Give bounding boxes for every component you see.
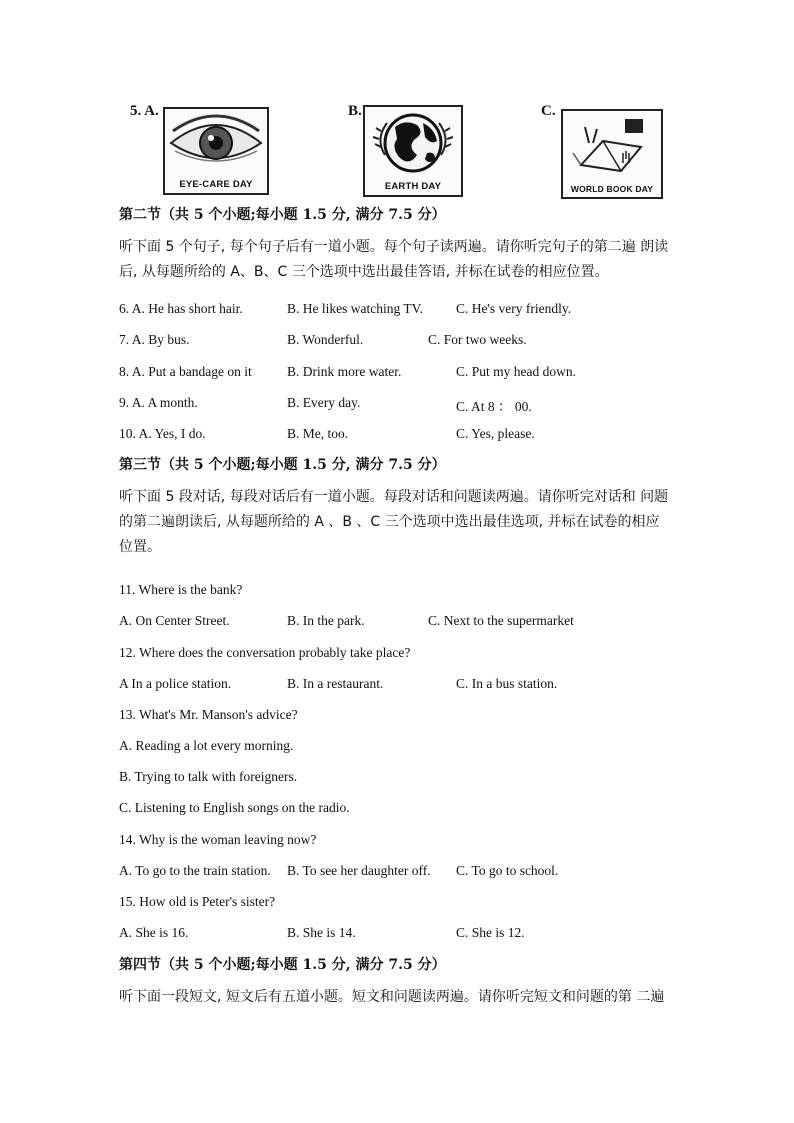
q13-option-a: A. Reading a lot every morning. bbox=[119, 738, 294, 753]
section3-heading: 第三节（共 5 个小题;每小题 1.5 分, 满分 7.5 分） bbox=[119, 457, 446, 473]
q5-option-a-caption: EYE-CARE DAY bbox=[179, 179, 253, 190]
q15-option-a: A. She is 16. bbox=[119, 925, 189, 940]
earth-icon bbox=[365, 109, 461, 184]
section4-instructions bbox=[119, 985, 679, 1010]
q13-option-c: C. Listening to English songs on the radio. bbox=[119, 800, 350, 815]
q8-option-a: 8. A. Put a bandage on it bbox=[119, 364, 252, 379]
q14-question: 14. Why is the woman leaving now? bbox=[119, 832, 317, 847]
q7-option-a: 7. A. By bus. bbox=[119, 332, 190, 347]
q11-option-b: B. In the park. bbox=[287, 613, 365, 628]
section3-instructions bbox=[119, 485, 679, 560]
section2-instruction-line: 听下面 5 个句子, 每个句子后有一道小题。每个句子读两遍。请你听完句子的第二遍 朗读 bbox=[119, 239, 669, 255]
q8-option-b: B. Drink more water. bbox=[287, 364, 402, 379]
q11-option-c: C. Next to the supermarket bbox=[428, 613, 574, 628]
q14-option-b: B. To see her daughter off. bbox=[287, 863, 431, 878]
q7-option-b: B. Wonderful. bbox=[287, 332, 364, 347]
q12-option-a: A In a police station. bbox=[119, 676, 232, 691]
q9-option-c: C. At 8 ： 00. bbox=[456, 399, 532, 414]
q15-option-b: B. She is 14. bbox=[287, 925, 356, 940]
q8-option-c: C. Put my head down. bbox=[456, 364, 576, 379]
q9-option-b: B. Every day. bbox=[287, 395, 361, 410]
section3-instruction-line: 听下面 5 段对话, 每段对话后有一道小题。每段对话和问题读两遍。请你听完对话和 问题 bbox=[119, 489, 669, 505]
section3-instruction-line: 的第二遍朗读后, 从每题所给的 A 、B 、C 三个选项中选出最佳选项, 并标在试卷的相应 bbox=[119, 514, 660, 530]
eye-icon bbox=[165, 111, 267, 180]
q13-question: 13. What's Mr. Manson's advice? bbox=[119, 707, 298, 722]
q7-option-c: C. For two weeks. bbox=[428, 332, 527, 347]
q10-option-b: B. Me, too. bbox=[287, 426, 349, 441]
section4-heading: 第四节（共 5 个小题;每小题 1.5 分, 满分 7.5 分） bbox=[119, 957, 446, 973]
q5-option-a-image bbox=[163, 107, 269, 195]
q6-option-c: C. He's very friendly. bbox=[456, 301, 572, 316]
q13-option-b: B. Trying to talk with foreigners. bbox=[119, 769, 298, 784]
q5-option-c-caption: WORLD BOOK DAY bbox=[570, 184, 654, 194]
q5-option-c-image bbox=[561, 109, 663, 199]
q5-option-c-label: C. bbox=[541, 103, 556, 119]
q6-option-b: B. He likes watching TV. bbox=[287, 301, 423, 316]
q5-label: 5. A. bbox=[130, 103, 159, 119]
q5-option-b-caption: EARTH DAY bbox=[384, 181, 442, 192]
q10-option-c: C. Yes, please. bbox=[456, 426, 535, 441]
section4-instruction-line: 听下面一段短文, 短文后有五道小题。短文和问题读两遍。请你听完短文和问题的第 二遍 bbox=[119, 989, 665, 1005]
q14-option-c: C. To go to school. bbox=[456, 863, 559, 878]
section3-instruction-line: 位置。 bbox=[119, 539, 161, 555]
q5-picture-row bbox=[118, 95, 678, 203]
q15-question: 15. How old is Peter's sister? bbox=[119, 894, 276, 909]
q12-question: 12. Where does the conversation probably take place? bbox=[119, 645, 411, 660]
q5-option-b-image bbox=[363, 105, 463, 197]
q12-option-b: B. In a restaurant. bbox=[287, 676, 384, 691]
q9-option-a: 9. A. A month. bbox=[119, 395, 198, 410]
section2-instruction-line: 后, 从每题所给的 A、B、C 三个选项中选出最佳答语, 并标在试卷的相应位置。 bbox=[119, 264, 609, 280]
q14-option-a: A. To go to the train station. bbox=[119, 863, 271, 878]
q11-question: 11. Where is the bank? bbox=[119, 582, 243, 597]
q6-option-a: 6. A. He has short hair. bbox=[119, 301, 243, 316]
q15-option-c: C. She is 12. bbox=[456, 925, 525, 940]
q10-option-a: 10. A. Yes, I do. bbox=[119, 426, 206, 441]
book-icon bbox=[563, 113, 661, 184]
q11-option-a: A. On Center Street. bbox=[119, 613, 230, 628]
section2-instructions bbox=[119, 235, 679, 285]
q5-option-b-label: B. bbox=[348, 103, 362, 119]
q12-option-c: C. In a bus station. bbox=[456, 676, 558, 691]
section2-heading: 第二节（共 5 个小题;每小题 1.5 分, 满分 7.5 分） bbox=[119, 207, 446, 223]
